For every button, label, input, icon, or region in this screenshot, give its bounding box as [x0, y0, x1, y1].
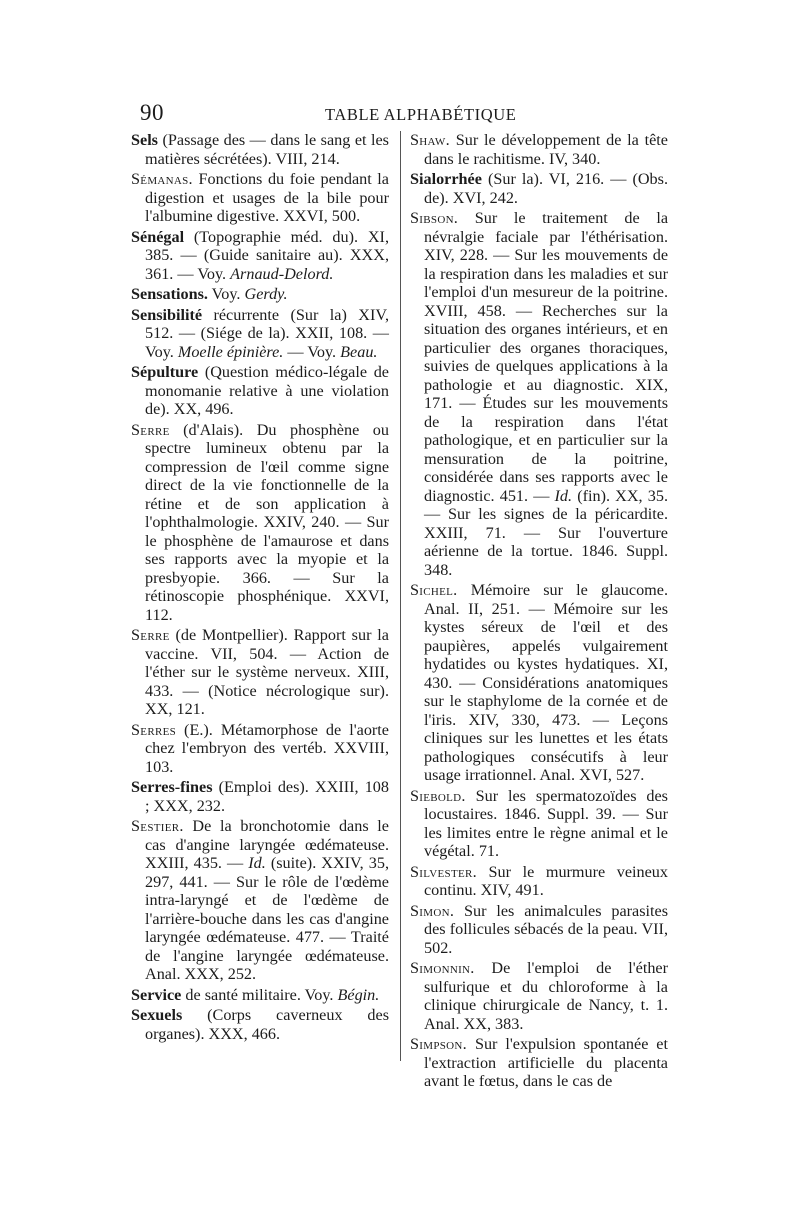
entry-text: — Voy.: [283, 342, 341, 361]
index-entry: [131, 131, 389, 168]
entry-headword: Shaw.: [410, 131, 450, 149]
entry-headword: Service: [131, 985, 182, 1004]
entry-headword: Serre: [131, 626, 170, 644]
index-entry: [410, 787, 668, 861]
entry-headword: Sels: [131, 131, 158, 149]
index-entry: [131, 817, 389, 984]
index-entry: [131, 285, 389, 304]
entry-text: Mémoire sur le glaucome. Anal. II, 251. — Mémoire sur les kystes séreux de l'œil et des paupières, appelés vulgairement hydatides ou kystes hydatiques. XI, 430. — Considérations anatomiques sur le staphylome de la cornée et de l'iris. XIV, 330, 473. — Leçons cliniques sur les lunettes et les états pathologiques consécutifs à leur usage irrationnel. Anal. XVI, 527.: [424, 581, 668, 784]
entry-headword: Simpson.: [410, 1035, 468, 1053]
entry-reference: Id.: [554, 486, 573, 505]
running-title: TABLE ALPHABÉTIQUE: [325, 105, 517, 124]
index-entry: [131, 228, 389, 284]
page-number: 90: [140, 100, 164, 125]
entry-headword: Serres: [131, 720, 177, 739]
entry-text: (E.). Métamorphose de l'aorte chez l'embryon des vertéb. XXVIII, 103.: [145, 720, 389, 776]
index-entry: [410, 170, 668, 207]
entry-headword: Simon.: [410, 901, 455, 920]
entry-text: (Topographie méd. du). XI, 385. — (Guide sanitaire au). XXX, 361. — Voy.: [145, 227, 389, 283]
page-header: [140, 100, 670, 126]
index-entry: [131, 1006, 389, 1043]
entry-text: Sur le développement de la tête dans le rachitisme. IV, 340.: [424, 131, 668, 168]
entry-text: (Sur la). VI, 216. — (Obs. de). XVI, 242.: [424, 170, 668, 207]
entry-headword: Sibson.: [410, 209, 459, 227]
right-column: [410, 131, 668, 1093]
entry-headword: Sialorrhée: [410, 170, 482, 188]
entry-text: (de Montpellier). Rapport sur la vaccine. VII, 504. — Action de l'éther sur le système nerveux. XIII, 433. — (Notice nécrologique sur). XX, 121.: [145, 626, 389, 718]
entry-reference: Moelle épinière.: [177, 342, 284, 361]
entry-headword: Silvester.: [410, 862, 477, 881]
index-entry: [131, 170, 389, 226]
entry-headword: Sénégal: [131, 227, 185, 246]
entry-text: (d'Alais). Du phosphène ou spectre lumineux obtenu par la compression de l'œil comme signe direct de la vie fonctionnelle de la rétine et de son application à l'ophthalmologie. XXIV, 240. — Sur le phosphène de l'amaurose et dans ses rapports avec la myopie et la presbyopie. 366. — Sur la rétinoscopie phosphénique. XXVI, 112.: [145, 420, 389, 624]
entry-headword: Sensibilité: [131, 305, 203, 324]
entry-text: Fonctions du foie pendant la digestion et usages de la bile pour l'albumine digestive. XXVI, 500.: [145, 170, 389, 225]
entry-text: Voy.: [207, 285, 245, 303]
index-entry: [410, 209, 668, 579]
entry-headword: Serres-fines: [131, 778, 213, 796]
entry-text: de santé militaire. Voy.: [181, 985, 338, 1004]
entry-text: Sur les animalcules parasites des follicules sébacés de la peau. VII, 502.: [424, 901, 668, 957]
index-entry: [131, 421, 389, 625]
entry-reference: Gerdy.: [244, 285, 288, 303]
entry-text: (Corps caverneux des organes). XXX, 466.: [145, 1006, 389, 1043]
index-entry: [410, 581, 668, 785]
index-entry: [131, 986, 389, 1005]
entry-text: De la bronchotomie dans le cas d'angine laryngée œdémateuse. XXIII, 435. —: [145, 817, 389, 872]
entry-text: (Emploi des). XXIII, 108 ; XXX, 232.: [145, 778, 389, 815]
index-entry: [410, 1035, 668, 1091]
entry-headword: Sémanas.: [131, 170, 193, 188]
entry-headword: Sexuels: [131, 1006, 183, 1024]
index-entry: [410, 863, 668, 900]
left-column: [131, 131, 389, 1045]
entry-text: (suite). XXIV, 35, 297, 441. — Sur le rôle de l'œdème intra-laryngé et de l'œdème de l'arrière-bouche dans les cas d'angine laryngée œdémateuse. 477. — Traité de l'angine laryngée œdémateuse. Anal. XXX, 252.: [145, 854, 389, 983]
entry-headword: Sichel.: [410, 581, 458, 599]
index-entry: [131, 306, 389, 362]
index-entry: [131, 721, 389, 777]
entry-headword: Simonnin.: [410, 959, 475, 977]
entry-headword: Siebold.: [410, 786, 466, 805]
entry-text: De l'emploi de l'éther sulfurique et du chloroforme à la clinique chirurgicale de Nancy, t. 1. Anal. XX, 383.: [424, 959, 668, 1033]
index-entry: [131, 626, 389, 719]
entry-reference: Bégin.: [337, 985, 380, 1004]
entry-reference: Id.: [248, 854, 266, 872]
index-entry: [410, 131, 668, 168]
entry-text: Sur les spermatozoïdes des locustaires. 1846. Suppl. 39. — Sur les limites entre le règne animal et le végétal. 71.: [424, 786, 668, 860]
entry-reference: Arnaud-Delord.: [230, 264, 334, 283]
entry-headword: Sépulture: [131, 363, 199, 381]
entry-headword: Sensations.: [131, 285, 208, 303]
index-entry: [131, 778, 389, 815]
entry-headword: Sestier.: [131, 817, 184, 835]
entry-text: Sur l'expulsion spontanée et l'extraction artificielle du placenta avant le fœtus, dans le cas de: [424, 1035, 668, 1090]
index-entry: [131, 363, 389, 419]
entry-text: (Question médico-légale de monomanie relative à une violation de). XX, 496.: [145, 363, 389, 418]
entry-headword: Serre: [131, 420, 170, 439]
entry-text: (fin). XX, 35. — Sur les signes de la péricardite. XXIII, 71. — Sur l'ouverture aérienne de la tortue. 1846. Suppl. 348.: [424, 486, 668, 579]
index-entry: [410, 959, 668, 1033]
entry-text: (Passage des — dans le sang et les matières sécrétées). VIII, 214.: [145, 131, 389, 168]
entry-text: Sur le traitement de la névralgie faciale par l'éthérisation. XIV, 228. — Sur les mouvements de la respiration dans les maladies et sur l'emploi d'un mesureur de la poitrine. XVIII, 458. — Recherches sur la situation des organes intérieurs, et en particulier des organes thoraciques, suivies de quelques applications à la pathologie et au diagnostic. XIX, 171. — Études sur les mouvements de la respiration dans l'état pathologique, et en particulier sur la mensuration de la poitrine, considérée dans ses rapports avec le diagnostic. 451. —: [424, 209, 668, 505]
index-entry: [410, 902, 668, 958]
column-divider: [400, 131, 401, 1061]
entry-reference: Beau.: [340, 342, 378, 361]
entry-text: récurrente (Sur la) XIV, 512. — (Siége de la). XXII, 108. — Voy.: [145, 305, 389, 361]
entry-text: Sur le murmure veineux continu. XIV, 491.: [424, 862, 668, 899]
